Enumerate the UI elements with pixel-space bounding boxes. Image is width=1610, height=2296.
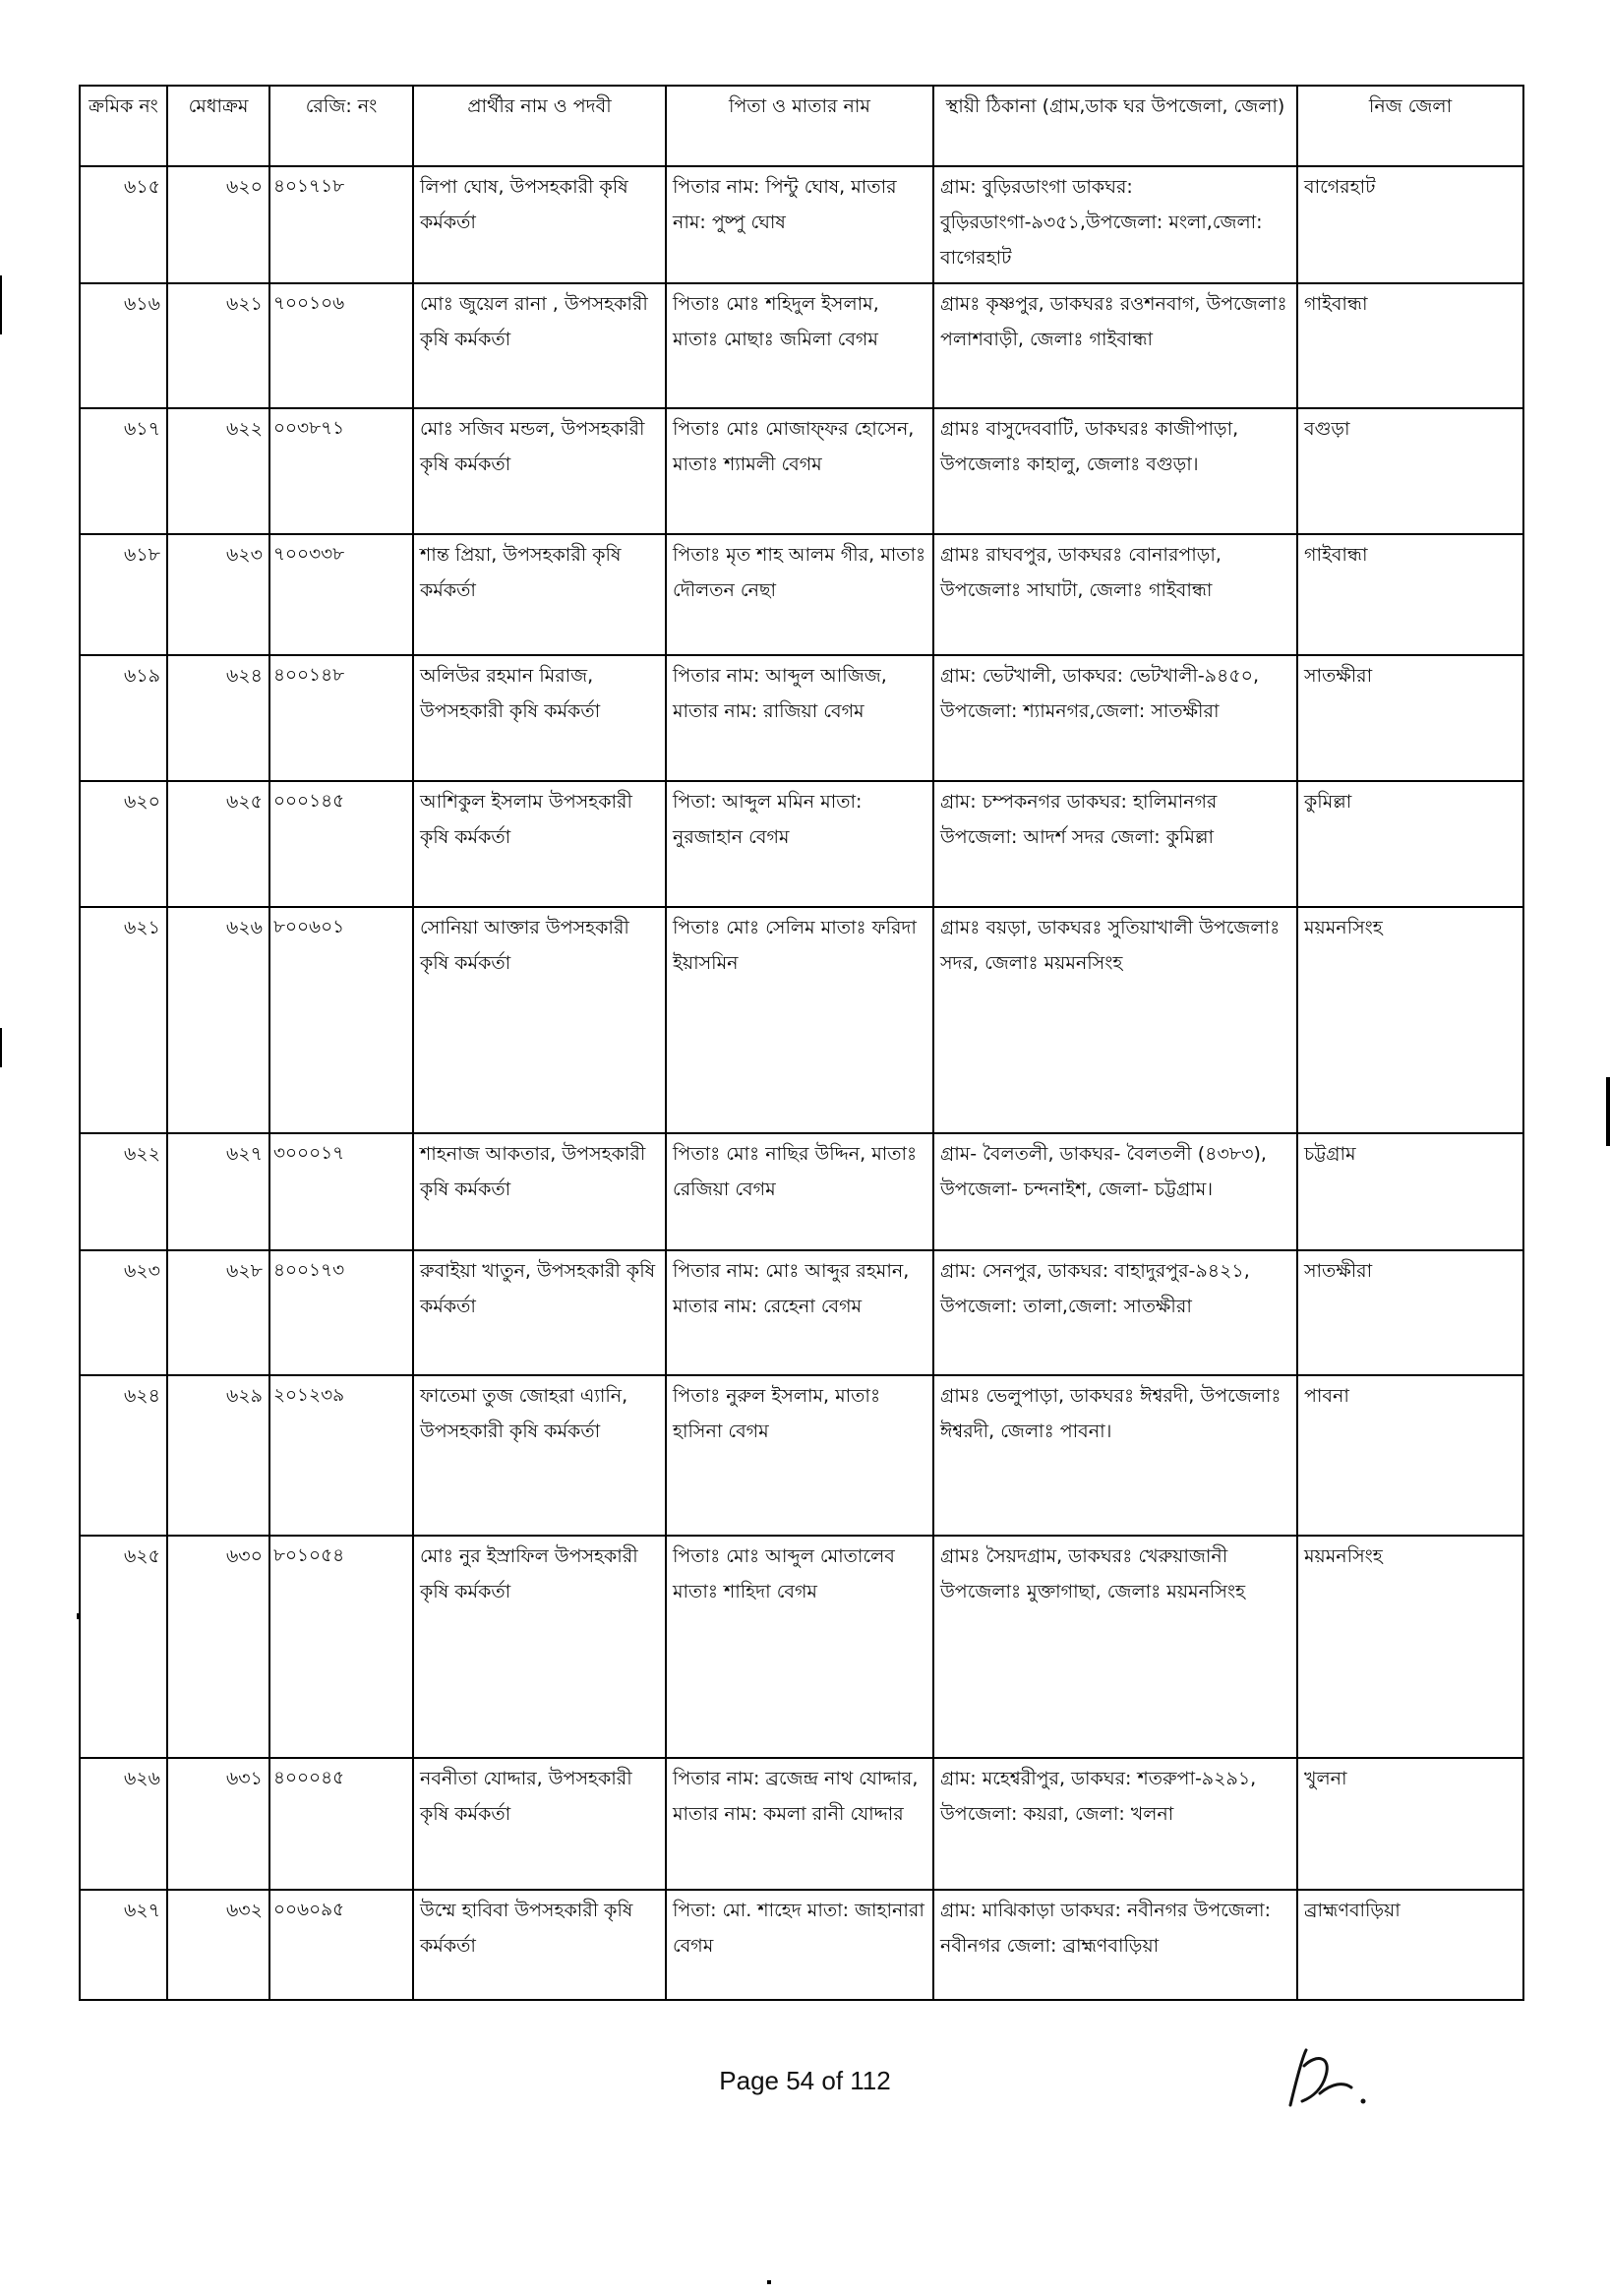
cell-district: সাতক্ষীরা xyxy=(1297,655,1523,781)
cell-parents: পিতার নাম: আব্দুল আজিজ, মাতার নাম: রাজিয়া বেগম xyxy=(666,655,933,781)
cell-name: অলিউর রহমান মিরাজ, উপসহকারী কৃষি কর্মকর্তা xyxy=(413,655,666,781)
cell-parents: পিতার নাম: পিন্টু ঘোষ, মাতার নাম: পুষ্পু ঘোষ xyxy=(666,166,933,283)
cell-merit: ৬২৫ xyxy=(167,781,269,907)
cell-reg: ৪০০০৪৫ xyxy=(269,1758,413,1890)
table-row xyxy=(80,1375,1523,1536)
cell-parents: পিতাঃ মোঃ আব্দুল মোতালেব মাতাঃ শাহিদা বেগম xyxy=(666,1536,933,1758)
cell-merit: ৬২১ xyxy=(167,283,269,408)
cell-address: গ্রাম: চম্পকনগর ডাকঘর: হালিমানগর উপজেলা: আদর্শ সদর জেলা: কুমিল্লা xyxy=(933,781,1297,907)
cell-address: গ্রামঃ রাঘবপুর, ডাকঘরঃ বোনারপাড়া, উপজেলাঃ সাঘাটা, জেলাঃ গাইবান্ধা xyxy=(933,534,1297,655)
cell-address: গ্রামঃ বাসুদেববাটি, ডাকঘরঃ কাজীপাড়া, উপজেলাঃ কাহালু, জেলাঃ বগুড়া। xyxy=(933,408,1297,534)
table-row xyxy=(80,1250,1523,1375)
cell-merit: ৬২৬ xyxy=(167,907,269,1133)
cell-parents: পিতা: আব্দুল মমিন মাতা: নুরজাহান বেগম xyxy=(666,781,933,907)
cell-merit: ৬২০ xyxy=(167,166,269,283)
scan-edge-mark xyxy=(0,1028,2,1067)
cell-address: গ্রামঃ সৈয়দগ্রাম, ডাকঘরঃ খেরুয়াজানী উপজেলাঃ মুক্তাগাছা, জেলাঃ ময়মনসিংহ xyxy=(933,1536,1297,1758)
cell-district: ময়মনসিংহ xyxy=(1297,907,1523,1133)
cell-parents: পিতাঃ মৃত শাহ আলম গীর, মাতাঃ দৌলতন নেছা xyxy=(666,534,933,655)
cell-reg: ০০৬০৯৫ xyxy=(269,1890,413,2000)
cell-serial: ৬২৪ xyxy=(80,1375,167,1536)
cell-name: সোনিয়া আক্তার উপসহকারী কৃষি কর্মকর্তা xyxy=(413,907,666,1133)
table-header-row xyxy=(80,86,1523,166)
cell-district: পাবনা xyxy=(1297,1375,1523,1536)
cell-serial: ৬২১ xyxy=(80,907,167,1133)
cell-name: রুবাইয়া খাতুন, উপসহকারী কৃষি কর্মকর্তা xyxy=(413,1250,666,1375)
header-reg: রেজি: নং xyxy=(269,86,413,166)
cell-district: বাগেরহাট xyxy=(1297,166,1523,283)
candidate-table xyxy=(79,85,1524,2001)
cell-parents: পিতাঃ মোঃ শহিদুল ইসলাম, মাতাঃ মোছাঃ জমিলা বেগম xyxy=(666,283,933,408)
scan-dot xyxy=(767,2280,771,2284)
cell-reg: ২০১২৩৯ xyxy=(269,1375,413,1536)
signature-mark xyxy=(1269,2036,1387,2125)
cell-district: গাইবান্ধা xyxy=(1297,534,1523,655)
header-merit: মেধাক্রম xyxy=(167,86,269,166)
cell-name: ফাতেমা তুজ জোহরা এ্যানি, উপসহকারী কৃষি কর্মকর্তা xyxy=(413,1375,666,1536)
cell-name: আশিকুল ইসলাম উপসহকারী কৃষি কর্মকর্তা xyxy=(413,781,666,907)
cell-district: চট্টগ্রাম xyxy=(1297,1133,1523,1250)
cell-parents: পিতাঃ মোঃ সেলিম মাতাঃ ফরিদা ইয়াসমিন xyxy=(666,907,933,1133)
cell-name: শান্ত প্রিয়া, উপসহকারী কৃষি কর্মকর্তা xyxy=(413,534,666,655)
cell-name: মোঃ নুর ইস্রাফিল উপসহকারী কৃষি কর্মকর্তা xyxy=(413,1536,666,1758)
cell-address: গ্রাম: মাঝিকাড়া ডাকঘর: নবীনগর উপজেলা: নবীনগর জেলা: ব্রাহ্মণবাড়িয়া xyxy=(933,1890,1297,2000)
table-row xyxy=(80,907,1523,1133)
cell-reg: ৪০০১৪৮ xyxy=(269,655,413,781)
cell-merit: ৬২৪ xyxy=(167,655,269,781)
cell-address: গ্রাম: ভেটখালী, ডাকঘর: ভেটখালী-৯৪৫০, উপজেলা: শ্যামনগর,জেলা: সাতক্ষীরা xyxy=(933,655,1297,781)
scan-dot xyxy=(77,1613,81,1619)
cell-address: গ্রাম: মহেশ্বরীপুর, ডাকঘর: শতরুপা-৯২৯১, উপজেলা: কয়রা, জেলা: খলনা xyxy=(933,1758,1297,1890)
header-serial: ক্রমিক নং xyxy=(80,86,167,166)
cell-district: ব্রাহ্মণবাড়িয়া xyxy=(1297,1890,1523,2000)
cell-serial: ৬১৭ xyxy=(80,408,167,534)
cell-serial: ৬১৯ xyxy=(80,655,167,781)
cell-address: গ্রাম: সেনপুর, ডাকঘর: বাহাদুরপুর-৯৪২১, উপজেলা: তালা,জেলা: সাতক্ষীরা xyxy=(933,1250,1297,1375)
table-row xyxy=(80,655,1523,781)
cell-serial: ৬২৩ xyxy=(80,1250,167,1375)
scan-edge-mark xyxy=(0,275,2,334)
cell-parents: পিতাঃ নুরুল ইসলাম, মাতাঃ হাসিনা বেগম xyxy=(666,1375,933,1536)
cell-address: গ্রাম- বৈলতলী, ডাকঘর- বৈলতলী (৪৩৮৩), উপজেলা- চন্দনাইশ, জেলা- চট্টগ্রাম। xyxy=(933,1133,1297,1250)
cell-serial: ৬২৫ xyxy=(80,1536,167,1758)
page-number: Page 54 of 112 xyxy=(719,2066,891,2095)
cell-reg: ৪০১৭১৮ xyxy=(269,166,413,283)
cell-address: গ্রামঃ বয়ড়া, ডাকঘরঃ সুতিয়াখালী উপজেলাঃ সদর, জেলাঃ ময়মনসিংহ xyxy=(933,907,1297,1133)
table-row xyxy=(80,166,1523,283)
cell-merit: ৬৩২ xyxy=(167,1890,269,2000)
cell-parents: পিতাঃ মোঃ মোজাফ্ফর হোসেন, মাতাঃ শ্যামলী বেগম xyxy=(666,408,933,534)
cell-district: খুলনা xyxy=(1297,1758,1523,1890)
cell-reg: ৮০০৬০১ xyxy=(269,907,413,1133)
cell-merit: ৬২৭ xyxy=(167,1133,269,1250)
header-parents: পিতা ও মাতার নাম xyxy=(666,86,933,166)
cell-serial: ৬১৫ xyxy=(80,166,167,283)
cell-district: গাইবান্ধা xyxy=(1297,283,1523,408)
cell-reg: ৭০০১০৬ xyxy=(269,283,413,408)
cell-district: সাতক্ষীরা xyxy=(1297,1250,1523,1375)
table-row xyxy=(80,1758,1523,1890)
header-district: নিজ জেলা xyxy=(1297,86,1523,166)
cell-name: শাহনাজ আকতার, উপসহকারী কৃষি কর্মকর্তা xyxy=(413,1133,666,1250)
cell-address: গ্রামঃ কৃষ্ণপুর, ডাকঘরঃ রওশনবাগ, উপজেলাঃ পলাশবাড়ী, জেলাঃ গাইবান্ধা xyxy=(933,283,1297,408)
cell-name: লিপা ঘোষ, উপসহকারী কৃষি কর্মকর্তা xyxy=(413,166,666,283)
scan-edge-mark xyxy=(1606,1077,1610,1146)
table-row xyxy=(80,408,1523,534)
cell-serial: ৬১৮ xyxy=(80,534,167,655)
cell-district: ময়মনসিংহ xyxy=(1297,1536,1523,1758)
cell-serial: ৬২৬ xyxy=(80,1758,167,1890)
cell-serial: ৬২০ xyxy=(80,781,167,907)
table-row xyxy=(80,283,1523,408)
cell-district: কুমিল্লা xyxy=(1297,781,1523,907)
cell-reg: ৩০০০১৭ xyxy=(269,1133,413,1250)
cell-parents: পিতার নাম: মোঃ আব্দুর রহমান, মাতার নাম: রেহেনা বেগম xyxy=(666,1250,933,1375)
cell-address: গ্রাম: বুড়িরডাংগা ডাকঘর: বুড়িরডাংগা-৯৩৫১,উপজেলা: মংলা,জেলা: বাগেরহাট xyxy=(933,166,1297,283)
table-row xyxy=(80,534,1523,655)
cell-parents: পিতা: মো. শাহেদ মাতা: জাহানারা বেগম xyxy=(666,1890,933,2000)
cell-name: মোঃ জুয়েল রানা , উপসহকারী কৃষি কর্মকর্তা xyxy=(413,283,666,408)
cell-merit: ৬২২ xyxy=(167,408,269,534)
table-row xyxy=(80,1133,1523,1250)
table-row xyxy=(80,1890,1523,2000)
table-row xyxy=(80,781,1523,907)
cell-reg: ০০০১৪৫ xyxy=(269,781,413,907)
cell-serial: ৬২২ xyxy=(80,1133,167,1250)
cell-name: নবনীতা যোদ্দার, উপসহকারী কৃষি কর্মকর্তা xyxy=(413,1758,666,1890)
cell-merit: ৬৩০ xyxy=(167,1536,269,1758)
cell-merit: ৬২৯ xyxy=(167,1375,269,1536)
table-row xyxy=(80,1536,1523,1758)
cell-reg: ৪০০১৭৩ xyxy=(269,1250,413,1375)
cell-reg: ০০৩৮৭১ xyxy=(269,408,413,534)
cell-name: মোঃ সজিব মন্ডল, উপসহকারী কৃষি কর্মকর্তা xyxy=(413,408,666,534)
header-name: প্রার্থীর নাম ও পদবী xyxy=(413,86,666,166)
cell-name: উম্মে হাবিবা উপসহকারী কৃষি কর্মকর্তা xyxy=(413,1890,666,2000)
cell-serial: ৬১৬ xyxy=(80,283,167,408)
cell-parents: পিতার নাম: ব্রজেন্দ্র নাথ যোদ্দার, মাতার নাম: কমলা রানী যোদ্দার xyxy=(666,1758,933,1890)
cell-merit: ৬২৮ xyxy=(167,1250,269,1375)
cell-reg: ৮০১০৫৪ xyxy=(269,1536,413,1758)
cell-district: বগুড়া xyxy=(1297,408,1523,534)
cell-parents: পিতাঃ মোঃ নাছির উদ্দিন, মাতাঃ রেজিয়া বেগম xyxy=(666,1133,933,1250)
cell-merit: ৬২৩ xyxy=(167,534,269,655)
header-address: স্থায়ী ঠিকানা (গ্রাম,ডাক ঘর উপজেলা, জেলা) xyxy=(933,86,1297,166)
cell-merit: ৬৩১ xyxy=(167,1758,269,1890)
cell-reg: ৭০০৩৩৮ xyxy=(269,534,413,655)
cell-serial: ৬২৭ xyxy=(80,1890,167,2000)
cell-address: গ্রামঃ ভেলুপাড়া, ডাকঘরঃ ঈশ্বরদী, উপজেলাঃ ঈশ্বরদী, জেলাঃ পাবনা। xyxy=(933,1375,1297,1536)
